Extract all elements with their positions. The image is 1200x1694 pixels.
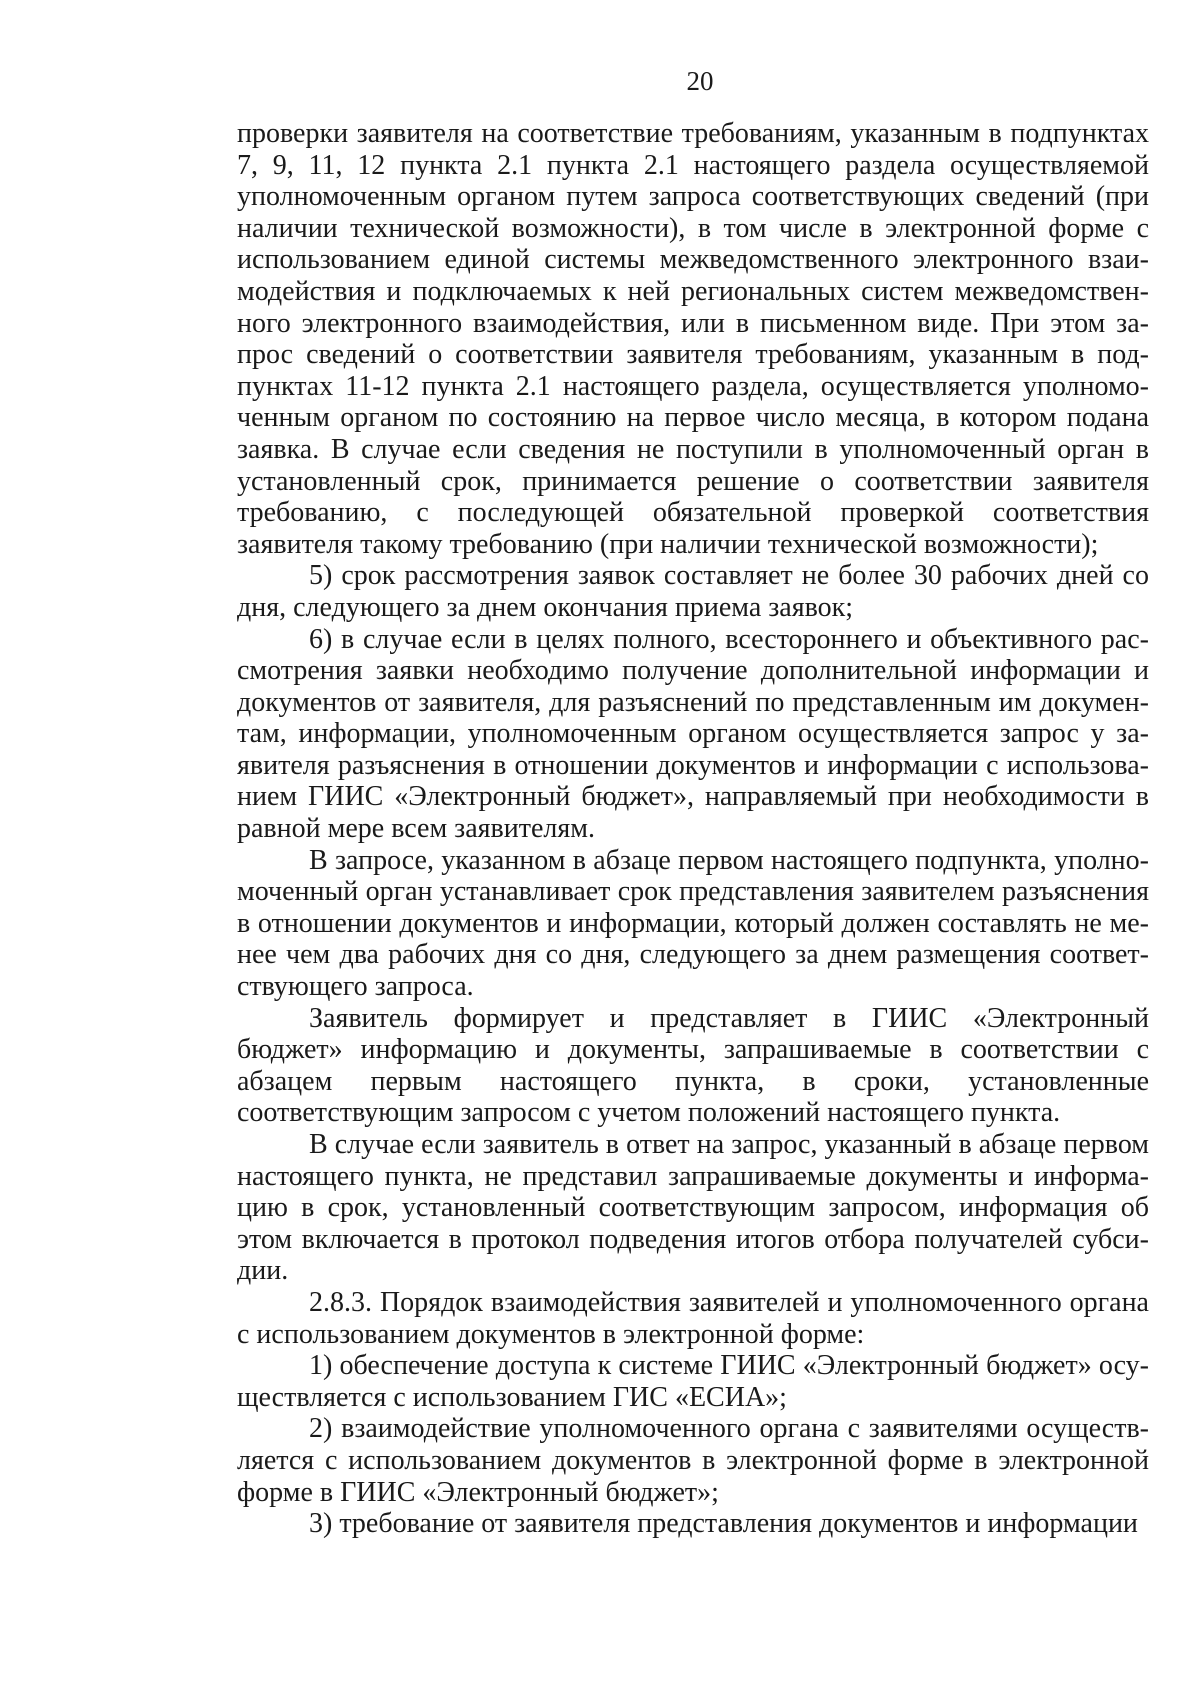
paragraph-item-6: 6) в случае если в целях полного, всестороннего и объективного рассмотрения заявки необходимо получение дополнительной информации и документов от заявителя, для разъяснений по представленным им документам, информации, уполномоченным органом осуществляется запрос у заявителя разъяснения в отношении документов и информации с использованием ГИИС «Электронный бюджет», направляемый при необходимости в равной мере всем заявителям.	[237, 623, 1149, 845]
paragraph-item-1: 1) обеспечение доступа к системе ГИИС «Электронный бюджет» осуществляется с использованием ГИС «ЕСИА»;	[237, 1350, 1149, 1413]
paragraph-no-response: В случае если заявитель в ответ на запрос, указанный в абзаце первом настоящего пункта, не представил запрашиваемые документы и информацию в срок, установленный соответствующим запросом, информация об этом включается в протокол подведения итогов отбора получателей субсидии.	[237, 1129, 1149, 1287]
paragraph-request-deadline: В запросе, указанном в абзаце первом настоящего подпункта, уполномоченный орган устанавливает срок представления заявителем разъяснения в отношении документов и информации, который должен составлять не менее чем два рабочих дня со дня, следующего за днем размещения соответствующего запроса.	[237, 844, 1149, 1003]
paragraph-item-3: 3) требование от заявителя представления документов и информации	[309, 1508, 1138, 1540]
paragraph-item-2: 2) взаимодействие уполномоченного органа с заявителями осуществляется с использованием документов в электронной форме в электронной форме в ГИИС «Электронный бюджет»;	[237, 1413, 1149, 1508]
document-body	[237, 118, 1149, 1540]
page-number: 20	[686, 66, 714, 96]
paragraph-applicant-submission: Заявитель формирует и представляет в ГИИС «Электронный бюджет» информацию и документы, запрашиваемые в соответствии с абзацем первым настоящего пункта, в сроки, установленные соответствующим запросом с учетом положений настоящего пункта.	[237, 1002, 1149, 1129]
paragraph-continuation: проверки заявителя на соответствие требованиям, указанным в подпунктах 7, 9, 11, 12 пункта 2.1 пункта 2.1 настоящего раздела осуществляемой уполномоченным органом путем запроса соответствующих сведений (при наличии технической возможности), в том числе в электронной форме с использованием единой системы межведомственного электронного взаимодействия и подключаемых к ней региональных систем межведомственного электронного взаимодействия, или в письменном виде. При этом запрос сведений о соответствии заявителя требованиям, указанным в подпунктах 11-12 пункта 2.1 настоящего раздела, осуществляется уполномоченным органом по состоянию на первое число месяца, в котором подана заявка. В случае если сведения не поступили в уполномоченный орган в установленный срок, принимается решение о соответствии заявителя требованию, с последующей обязательной проверкой соответствия заявителя такому требованию (при наличии технической возможности);	[237, 118, 1149, 560]
paragraph-section-2-8-3: 2.8.3. Порядок взаимодействия заявителей и уполномоченного органа с использованием документов в электронной форме:	[237, 1286, 1149, 1350]
paragraph-item-5: 5) срок рассмотрения заявок составляет не более 30 рабочих дней со дня, следующего за днем окончания приема заявок;	[237, 560, 1149, 623]
